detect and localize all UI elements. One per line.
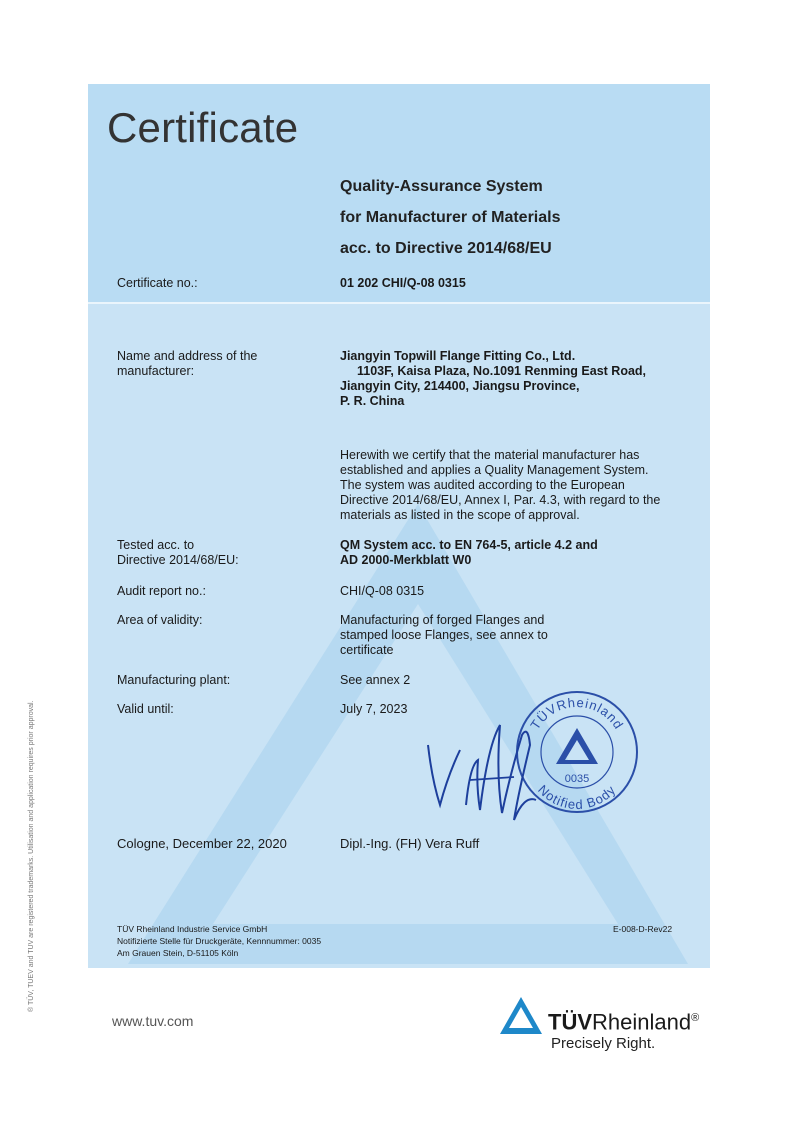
audit-report-value: CHI/Q-08 0315 — [340, 584, 425, 598]
tested-value-1: QM System acc. to EN 764-5, article 4.2 and — [340, 538, 598, 552]
validity-area-line-1: Manufacturing of forged Flanges and — [340, 613, 545, 627]
heading-line-1: Quality-Assurance System — [340, 178, 543, 195]
manufacturer-label-2: manufacturer: — [117, 364, 195, 378]
validity-area-label: Area of validity: — [117, 613, 203, 627]
brand-reg: ® — [691, 1012, 700, 1024]
signatory-name: Dipl.-Ing. (FH) Vera Ruff — [340, 836, 480, 851]
statement-line-2: established and applies a Quality Management System. — [340, 463, 649, 477]
audit-report-label: Audit report no.: — [117, 584, 206, 598]
website-link[interactable]: www.tuv.com — [112, 1013, 194, 1029]
manufacturer-address-2: Jiangyin City, 214400, Jiangsu Province, — [340, 379, 580, 393]
trademark-side-note: ® TÜV, TUEV and TUV are registered trademarks. Utilisation and application requires prior approval. — [28, 700, 35, 1012]
stamp-bottom-text: Notified Body — [535, 781, 619, 813]
form-code: E-008-D-Rev22 — [613, 924, 673, 934]
issuer-line-2: Notifizierte Stelle für Druckgeräte, Kennnummer: 0035 — [117, 936, 322, 946]
statement-line-4: Directive 2014/68/EU, Annex I, Par. 4.3, with regard to the — [340, 493, 661, 507]
certificate-no-value: 01 202 CHI/Q-08 0315 — [340, 276, 466, 290]
validity-area-line-2: stamped loose Flanges, see annex to — [340, 628, 548, 642]
plant-value: See annex 2 — [340, 673, 411, 687]
stamp-top-text: TÜVRheinland — [527, 694, 627, 733]
heading-line-2: for Manufacturer of Materials — [340, 209, 561, 226]
brand-normal: Rheinland — [592, 1009, 692, 1035]
heading-line-3: acc. to Directive 2014/68/EU — [340, 240, 552, 257]
manufacturer-address-3: P. R. China — [340, 394, 405, 408]
signature — [418, 705, 568, 845]
valid-until-label: Valid until: — [117, 702, 174, 716]
place-date: Cologne, December 22, 2020 — [117, 836, 287, 851]
tuv-triangle-icon — [500, 997, 544, 1037]
plant-label: Manufacturing plant: — [117, 673, 231, 687]
tested-label-2: Directive 2014/68/EU: — [117, 553, 239, 567]
certificate-title: Certificate — [107, 104, 299, 151]
brand-tagline: Precisely Right. — [551, 1035, 656, 1052]
tested-value-2: AD 2000-Merkblatt W0 — [340, 553, 472, 567]
valid-until-value: July 7, 2023 — [340, 702, 408, 716]
validity-area-line-3: certificate — [340, 643, 394, 657]
manufacturer-label-1: Name and address of the — [117, 349, 258, 363]
manufacturer-address-1: 1103F, Kaisa Plaza, No.1091 Renming East Road, — [357, 364, 647, 378]
issuer-line-1: TÜV Rheinland Industrie Service GmbH — [117, 924, 268, 934]
statement-line-3: The system was audited according to the European — [340, 478, 625, 492]
issuer-line-3: Am Grauen Stein, D-51105 Köln — [117, 948, 239, 958]
statement-line-5: materials as listed in the scope of approval. — [340, 508, 580, 522]
tested-label-1: Tested acc. to — [117, 538, 195, 552]
manufacturer-name: Jiangyin Topwill Flange Fitting Co., Ltd. — [340, 349, 576, 363]
brand-bold: TÜV — [548, 1009, 592, 1035]
stamp-number: 0035 — [564, 773, 590, 785]
statement-line-1: Herewith we certify that the material manufacturer has — [340, 448, 640, 462]
certificate-no-label: Certificate no.: — [117, 276, 198, 290]
